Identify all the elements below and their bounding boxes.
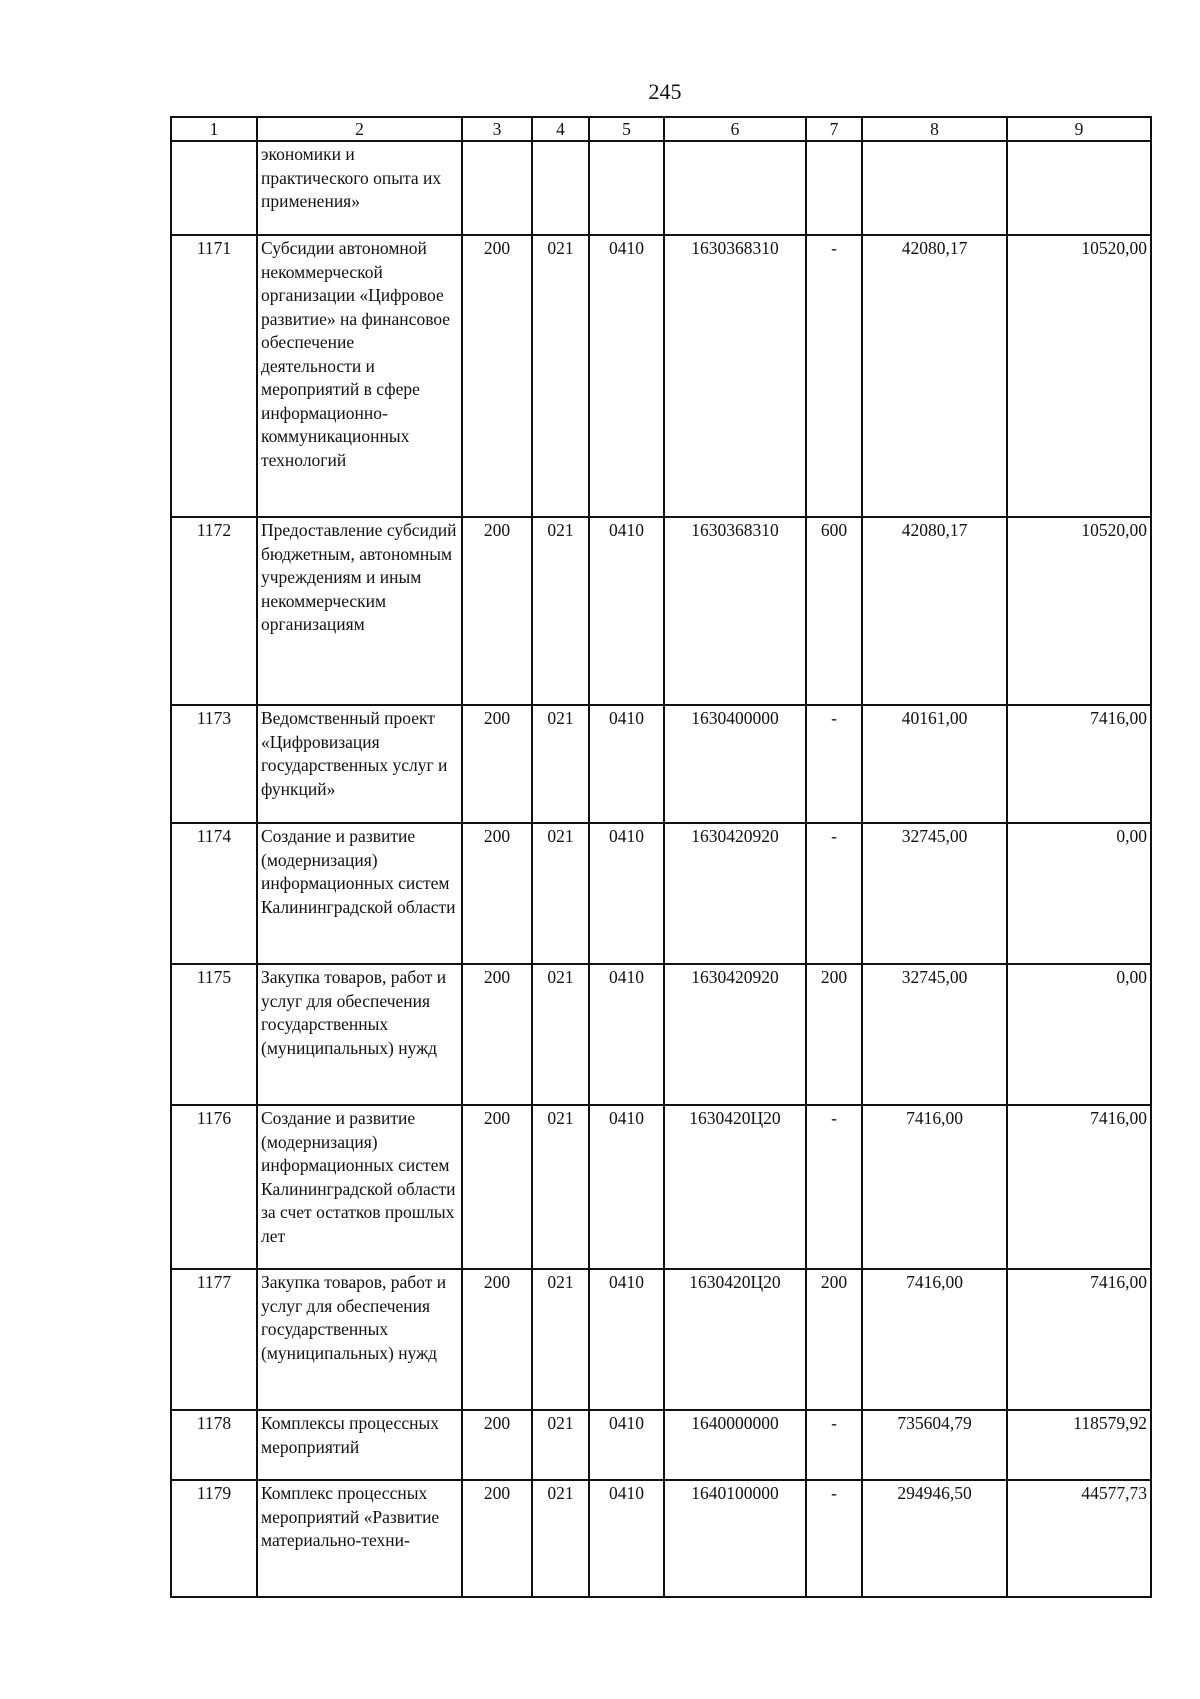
table-row bbox=[171, 1105, 1151, 1269]
admin-code-cell: 200 bbox=[462, 1480, 532, 1597]
table-row bbox=[171, 517, 1151, 705]
expense-type-cell: 600 bbox=[806, 517, 862, 705]
amount-cell: 42080,17 bbox=[862, 517, 1007, 705]
subsection-code-cell: 0410 bbox=[589, 517, 664, 705]
section-code-cell: 021 bbox=[532, 1269, 589, 1410]
amount-cell: 40161,00 bbox=[862, 705, 1007, 823]
row-number-cell: 1176 bbox=[171, 1105, 257, 1269]
amount-cell: 42080,17 bbox=[862, 235, 1007, 517]
subsection-code-cell: 0410 bbox=[589, 964, 664, 1105]
admin-code-cell: 200 bbox=[462, 517, 532, 705]
section-code-cell: 021 bbox=[532, 517, 589, 705]
row-name-cell: Предоставление субсидий бюджетным, автономным учреждениям и иным некоммерческим организациям bbox=[257, 517, 462, 705]
cell bbox=[664, 141, 806, 235]
row-number-cell: 1178 bbox=[171, 1410, 257, 1480]
cell bbox=[532, 141, 589, 235]
expense-type-cell: - bbox=[806, 1480, 862, 1597]
row-name-cell: Создание и развитие (модернизация) информационных систем Калининградской области за счет остатков прошлых лет bbox=[257, 1105, 462, 1269]
cell bbox=[862, 141, 1007, 235]
row-name-cell: Комплекс процессных мероприятий «Развитие материально-техни- bbox=[257, 1480, 462, 1597]
admin-code-cell: 200 bbox=[462, 235, 532, 517]
expense-type-cell: 200 bbox=[806, 964, 862, 1105]
table-row bbox=[171, 235, 1151, 517]
amount-cell: 0,00 bbox=[1007, 964, 1151, 1105]
row-number-cell: 1172 bbox=[171, 517, 257, 705]
cell bbox=[1007, 141, 1151, 235]
admin-code-cell: 200 bbox=[462, 1410, 532, 1480]
subsection-code-cell: 0410 bbox=[589, 235, 664, 517]
subsection-code-cell: 0410 bbox=[589, 1105, 664, 1269]
row-number-cell: 1171 bbox=[171, 235, 257, 517]
amount-cell: 32745,00 bbox=[862, 823, 1007, 964]
amount-cell: 7416,00 bbox=[1007, 705, 1151, 823]
expense-type-cell: - bbox=[806, 1410, 862, 1480]
column-header: 8 bbox=[862, 117, 1007, 141]
amount-cell: 32745,00 bbox=[862, 964, 1007, 1105]
row-number-cell: 1173 bbox=[171, 705, 257, 823]
column-header: 5 bbox=[589, 117, 664, 141]
row-number-cell: 1174 bbox=[171, 823, 257, 964]
admin-code-cell: 200 bbox=[462, 1105, 532, 1269]
section-code-cell: 021 bbox=[532, 964, 589, 1105]
target-article-cell: 1630420920 bbox=[664, 964, 806, 1105]
column-header: 4 bbox=[532, 117, 589, 141]
column-header: 7 bbox=[806, 117, 862, 141]
section-code-cell: 021 bbox=[532, 1410, 589, 1480]
subsection-code-cell: 0410 bbox=[589, 1410, 664, 1480]
admin-code-cell: 200 bbox=[462, 705, 532, 823]
amount-cell: 294946,50 bbox=[862, 1480, 1007, 1597]
amount-cell: 10520,00 bbox=[1007, 235, 1151, 517]
row-name-cell: Создание и развитие (модернизация) информационных систем Калининградской области bbox=[257, 823, 462, 964]
column-header: 9 bbox=[1007, 117, 1151, 141]
section-code-cell: 021 bbox=[532, 1105, 589, 1269]
cell bbox=[462, 141, 532, 235]
expense-type-cell: - bbox=[806, 235, 862, 517]
admin-code-cell: 200 bbox=[462, 964, 532, 1105]
amount-cell: 7416,00 bbox=[1007, 1105, 1151, 1269]
row-name-cell: Закупка товаров, работ и услуг для обеспечения государственных (муниципальных) нужд bbox=[257, 1269, 462, 1410]
row-name-cell: Комплексы процессных мероприятий bbox=[257, 1410, 462, 1480]
admin-code-cell: 200 bbox=[462, 823, 532, 964]
target-article-cell: 1640000000 bbox=[664, 1410, 806, 1480]
subsection-code-cell: 0410 bbox=[589, 1269, 664, 1410]
table-row bbox=[171, 964, 1151, 1105]
target-article-cell: 1630368310 bbox=[664, 517, 806, 705]
column-header: 6 bbox=[664, 117, 806, 141]
table-row bbox=[171, 823, 1151, 964]
amount-cell: 7416,00 bbox=[1007, 1269, 1151, 1410]
table-row bbox=[171, 1410, 1151, 1480]
amount-cell: 0,00 bbox=[1007, 823, 1151, 964]
admin-code-cell: 200 bbox=[462, 1269, 532, 1410]
expense-type-cell: - bbox=[806, 823, 862, 964]
row-number-cell: 1175 bbox=[171, 964, 257, 1105]
row-number-cell: 1179 bbox=[171, 1480, 257, 1597]
row-name-cell: Ведомственный проект «Цифровизация государственных услуг и функций» bbox=[257, 705, 462, 823]
expense-type-cell: - bbox=[806, 1105, 862, 1269]
column-number-header-row bbox=[171, 117, 1151, 141]
subsection-code-cell: 0410 bbox=[589, 705, 664, 823]
row-number-cell: 1177 bbox=[171, 1269, 257, 1410]
section-code-cell: 021 bbox=[532, 823, 589, 964]
row-name-cell: Субсидии автономной некоммерческой организации «Цифровое развитие» на финансовое обеспечение деятельности и мероприятий в сфере информационно-коммуникационных технологий bbox=[257, 235, 462, 517]
amount-cell: 118579,92 bbox=[1007, 1410, 1151, 1480]
amount-cell: 735604,79 bbox=[862, 1410, 1007, 1480]
target-article-cell: 1630420920 bbox=[664, 823, 806, 964]
row-name-cell: Закупка товаров, работ и услуг для обеспечения государственных (муниципальных) нужд bbox=[257, 964, 462, 1105]
table-row bbox=[171, 1269, 1151, 1410]
section-code-cell: 021 bbox=[532, 235, 589, 517]
amount-cell: 44577,73 bbox=[1007, 1480, 1151, 1597]
target-article-cell: 1630368310 bbox=[664, 235, 806, 517]
expense-type-cell: 200 bbox=[806, 1269, 862, 1410]
amount-cell: 7416,00 bbox=[862, 1105, 1007, 1269]
row-name-cell: экономики и практического опыта их применения» bbox=[257, 141, 462, 235]
continuation-row bbox=[171, 141, 1151, 235]
subsection-code-cell: 0410 bbox=[589, 1480, 664, 1597]
table-row bbox=[171, 1480, 1151, 1597]
row-number-cell bbox=[171, 141, 257, 235]
target-article-cell: 1640100000 bbox=[664, 1480, 806, 1597]
amount-cell: 10520,00 bbox=[1007, 517, 1151, 705]
column-header: 3 bbox=[462, 117, 532, 141]
amount-cell: 7416,00 bbox=[862, 1269, 1007, 1410]
target-article-cell: 1630420Ц20 bbox=[664, 1269, 806, 1410]
cell bbox=[806, 141, 862, 235]
column-header: 2 bbox=[257, 117, 462, 141]
target-article-cell: 1630400000 bbox=[664, 705, 806, 823]
page-number: 245 bbox=[648, 79, 682, 104]
column-header: 1 bbox=[171, 117, 257, 141]
subsection-code-cell: 0410 bbox=[589, 823, 664, 964]
table-row bbox=[171, 705, 1151, 823]
expense-type-cell: - bbox=[806, 705, 862, 823]
section-code-cell: 021 bbox=[532, 705, 589, 823]
section-code-cell: 021 bbox=[532, 1480, 589, 1597]
cell bbox=[589, 141, 664, 235]
budget-table bbox=[170, 116, 1152, 1598]
target-article-cell: 1630420Ц20 bbox=[664, 1105, 806, 1269]
